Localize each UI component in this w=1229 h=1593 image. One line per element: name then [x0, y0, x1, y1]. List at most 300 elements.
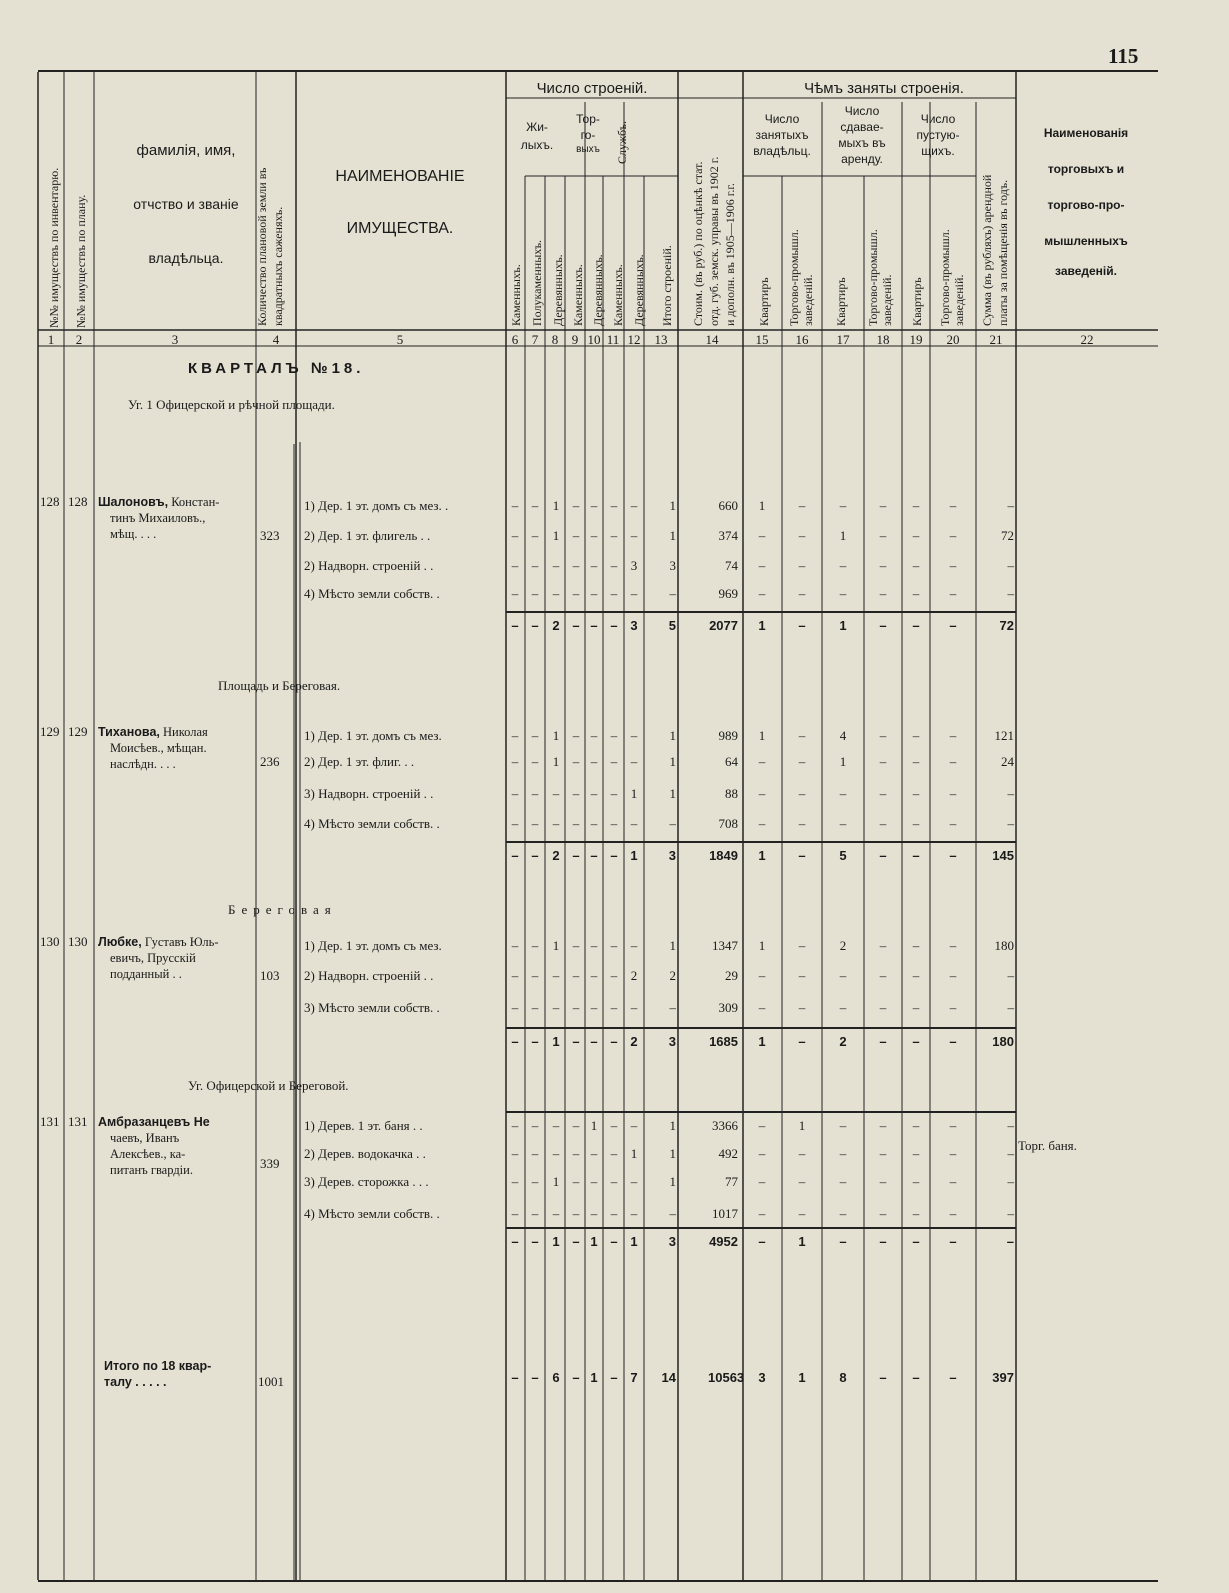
- cell-col-10: –: [590, 1174, 598, 1189]
- cell-col-17: 2: [839, 1034, 847, 1049]
- cell-col-21: 121: [994, 728, 1014, 743]
- header-rented-l3: мыхъ въ: [838, 136, 886, 150]
- header-commercial-rented-l1: Торгово-промышл.: [866, 229, 880, 326]
- cell-col-16: –: [798, 754, 806, 769]
- cell-col-11: –: [610, 786, 618, 801]
- cell-col-10: 1: [590, 1234, 598, 1249]
- cell-col-7: –: [531, 1118, 539, 1133]
- column-number-19: 19: [909, 332, 923, 347]
- cell-col-17: 4: [839, 728, 847, 743]
- owner-line3: подданный . .: [110, 967, 182, 981]
- cell-col-11: –: [610, 528, 618, 543]
- cell-col-10: –: [590, 528, 598, 543]
- cell-col-17: –: [839, 1174, 847, 1189]
- cell-col-12: 2: [630, 968, 638, 983]
- cell-col-20: –: [949, 618, 957, 633]
- header-rented-l4: аренду.: [841, 152, 883, 166]
- header-wooden: Деревянныхъ.: [551, 254, 565, 326]
- header-residential-l1: Жи-: [526, 120, 548, 134]
- cell-col-11: –: [610, 1174, 618, 1189]
- cell-col-17: –: [839, 558, 847, 573]
- cell-col-6: –: [511, 1370, 519, 1385]
- owner-name-block: [98, 724, 208, 772]
- section-heading-4: Уг. Офицерской и Береговой.: [188, 1078, 349, 1093]
- cell-col-7: –: [531, 1234, 539, 1249]
- cell-col-14: 1685: [709, 1034, 738, 1049]
- cell-col-14: 309: [718, 1000, 738, 1015]
- cell-col-15: –: [758, 1146, 766, 1161]
- column-number-10: 10: [587, 332, 601, 347]
- cell-col-16: 1: [798, 1370, 806, 1385]
- header-property-l1: НАИМЕНОВАНІЕ: [335, 168, 465, 185]
- cell-col-18: –: [879, 816, 887, 831]
- grand-total-label: [104, 1358, 211, 1390]
- cell-col-9: –: [572, 786, 580, 801]
- cell-col-18: –: [879, 618, 887, 633]
- cell-col-13: 3: [668, 1234, 676, 1249]
- cell-col-12: 3: [630, 618, 638, 633]
- cell-col-14: 989: [718, 728, 738, 743]
- cell-col-19: –: [912, 1174, 920, 1189]
- cell-col-6: –: [511, 968, 519, 983]
- cell-col-14: 77: [725, 1174, 738, 1189]
- cell-col-6: –: [511, 1000, 519, 1015]
- cell-col-9: –: [572, 558, 580, 573]
- cell-col-8: –: [552, 586, 560, 601]
- cell-col-16: 1: [798, 1234, 806, 1249]
- header-commercial-empty-l2: заведеній.: [952, 274, 966, 326]
- cell-col-10: –: [590, 968, 598, 983]
- property-item: 4) Мѣсто земли собств. .: [304, 586, 440, 601]
- cell-col-19: –: [912, 754, 920, 769]
- cell-col-9: –: [572, 938, 580, 953]
- header-cost-l1: Стоим. (въ руб.) по оцѣнкѣ стат.: [691, 161, 705, 326]
- cell-col-12: 1: [630, 1234, 638, 1249]
- cell-col-10: –: [590, 618, 598, 633]
- grand-total-label-l2: талу . . . . .: [104, 1375, 167, 1389]
- header-cost-l3: и дополн. въ 1905—1906 г.г.: [723, 183, 737, 326]
- owner-given-name: Густавъ Юль-: [144, 935, 219, 949]
- owner-line3: мѣщ. . . .: [110, 527, 157, 541]
- column-number-21: 21: [989, 332, 1003, 347]
- cell-col-10: –: [590, 816, 598, 831]
- cell-col-13: 1: [669, 786, 676, 801]
- cell-col-6: –: [511, 618, 519, 633]
- cell-col-14: 1849: [709, 848, 738, 863]
- owner-land-area: 339: [260, 1156, 280, 1171]
- cell-col-16: –: [798, 786, 806, 801]
- owner-land-area: 323: [260, 528, 280, 543]
- cell-col-11: –: [610, 498, 618, 513]
- cell-col-8: –: [552, 1000, 560, 1015]
- cell-col-17: 1: [839, 528, 847, 543]
- cell-col-10: –: [590, 1206, 598, 1221]
- quarter-title: КВАРТАЛЪ №18.: [188, 360, 365, 377]
- cell-col-13: 1: [669, 1174, 676, 1189]
- cell-col-21: –: [1007, 1206, 1014, 1221]
- column-number-16: 16: [795, 332, 809, 347]
- cell-col-18: –: [879, 1206, 887, 1221]
- cell-col-18: –: [879, 1146, 887, 1161]
- column-number-11: 11: [606, 332, 620, 347]
- cell-col-15: 1: [758, 848, 766, 863]
- header-commercial-owner-l2: заведеній.: [801, 274, 815, 326]
- owner-surname: Шалоновъ,: [98, 495, 169, 509]
- cell-col-12: –: [630, 1000, 638, 1015]
- cell-col-18: –: [879, 1118, 887, 1133]
- cell-col-21: –: [1007, 1000, 1014, 1015]
- cell-col-15: –: [758, 528, 766, 543]
- property-item: 1) Дер. 1 эт. домъ съ мез. .: [304, 498, 449, 513]
- cell-col-15: 1: [758, 498, 766, 513]
- cell-col-16: –: [798, 558, 806, 573]
- cell-col-7: –: [531, 1206, 539, 1221]
- column-number-13: 13: [654, 332, 668, 347]
- cell-col-9: –: [572, 528, 580, 543]
- cell-col-16: –: [798, 618, 806, 633]
- cell-col-9: –: [572, 586, 580, 601]
- cell-col-14: 708: [718, 816, 738, 831]
- cell-col-7: –: [531, 1174, 539, 1189]
- cell-col-12: 1: [630, 786, 638, 801]
- property-item: 1) Дерев. 1 эт. баня . .: [304, 1118, 423, 1133]
- header-rented-l1: Число: [844, 104, 880, 118]
- column-number-14: 14: [705, 332, 719, 347]
- cell-col-14: 74: [725, 558, 738, 573]
- owner-name-block: [98, 934, 219, 982]
- header-serv-stone: Каменныхъ.: [611, 264, 625, 326]
- cell-col-9: –: [572, 1000, 580, 1015]
- cell-col-6: –: [511, 1174, 519, 1189]
- cell-col-10: 1: [590, 1370, 598, 1385]
- column-number-4: 4: [272, 332, 280, 347]
- cell-col-16: –: [798, 586, 806, 601]
- owner-surname: Амбразанцевъ Не: [98, 1115, 210, 1129]
- cell-col-12: 1: [630, 848, 638, 863]
- cell-col-21: –: [1007, 586, 1014, 601]
- column-number-17: 17: [836, 332, 850, 347]
- cell-col-9: –: [572, 1146, 580, 1161]
- cell-col-19: –: [912, 586, 920, 601]
- cell-col-9: –: [572, 848, 580, 863]
- cell-col-9: –: [572, 1034, 580, 1049]
- cell-col-14: 969: [718, 586, 738, 601]
- owner-name-block: [98, 494, 219, 542]
- owner-inv-number: 129: [40, 724, 60, 739]
- cell-col-10: –: [590, 938, 598, 953]
- cell-col-7: –: [531, 816, 539, 831]
- cell-col-7: –: [531, 848, 539, 863]
- cell-col-17: 1: [839, 618, 847, 633]
- cell-col-13: 14: [661, 1370, 676, 1385]
- cell-col-7: –: [531, 968, 539, 983]
- cell-col-20: –: [949, 1000, 957, 1015]
- page-number: 115: [1108, 44, 1139, 68]
- cell-col-16: –: [798, 728, 806, 743]
- cell-col-19: –: [912, 1234, 920, 1249]
- header-land-l2: квадратныхъ саженяхъ.: [271, 206, 285, 326]
- cell-col-17: –: [839, 968, 847, 983]
- cell-col-19: –: [912, 938, 920, 953]
- cell-col-12: 1: [630, 1146, 638, 1161]
- cell-col-20: –: [949, 754, 957, 769]
- cell-col-18: –: [879, 1174, 887, 1189]
- header-service: Службъ.: [615, 121, 629, 164]
- cell-col-13: 3: [668, 1034, 676, 1049]
- cell-col-13: –: [669, 586, 676, 601]
- cell-col-18: –: [879, 848, 887, 863]
- cell-col-8: 1: [552, 938, 560, 953]
- owner-plan-number: 128: [68, 494, 88, 509]
- grand-total-land: 1001: [258, 1374, 284, 1389]
- header-commercial-owner-l1: Торгово-промышл.: [787, 229, 801, 326]
- cell-col-21: –: [1007, 1146, 1014, 1161]
- cell-col-18: –: [879, 528, 887, 543]
- cell-col-6: –: [511, 1034, 519, 1049]
- cell-col-14: 1347: [712, 938, 738, 953]
- cell-col-10: –: [590, 586, 598, 601]
- column-number-18: 18: [876, 332, 890, 347]
- cell-col-21: 180: [992, 1034, 1014, 1049]
- cell-col-20: –: [949, 1370, 957, 1385]
- cell-col-6: –: [511, 938, 519, 953]
- cell-col-11: –: [610, 558, 618, 573]
- cell-col-13: 1: [669, 754, 676, 769]
- cell-col-12: –: [630, 528, 638, 543]
- column-number-1: 1: [47, 332, 55, 347]
- cell-col-19: –: [912, 618, 920, 633]
- cell-col-16: –: [798, 528, 806, 543]
- cell-col-14: 4952: [709, 1234, 738, 1249]
- header-rent-l1: Сумма (въ рубляхъ) арендной: [980, 174, 994, 326]
- cell-col-8: 1: [552, 1234, 560, 1249]
- cell-col-16: –: [798, 1174, 806, 1189]
- header-trade-l3: выхъ: [576, 144, 600, 155]
- owner-line2: тинъ Михаиловъ.,: [110, 511, 206, 525]
- cell-col-10: 1: [590, 1118, 598, 1133]
- cell-col-21: –: [1007, 558, 1014, 573]
- cell-col-10: –: [590, 1034, 598, 1049]
- owner-inv-number: 131: [40, 1114, 60, 1129]
- header-apartments-rented: Квартиръ: [834, 277, 848, 326]
- owner-given-name: Констан-: [171, 495, 220, 509]
- cell-col-8: 1: [552, 728, 560, 743]
- cell-col-16: –: [798, 498, 806, 513]
- cell-col-15: –: [758, 1118, 766, 1133]
- cell-col-10: –: [590, 498, 598, 513]
- cell-col-20: –: [949, 848, 957, 863]
- cell-col-16: –: [798, 1034, 806, 1049]
- cell-col-20: –: [949, 1118, 957, 1133]
- cell-col-21: 180: [994, 938, 1014, 953]
- header-owner-l1: фамилія, имя,: [136, 142, 236, 159]
- cell-col-16: –: [798, 848, 806, 863]
- cell-col-19: –: [912, 816, 920, 831]
- cell-col-21: 72: [999, 618, 1014, 633]
- cell-col-18: –: [879, 1000, 887, 1015]
- cell-col-7: –: [531, 1370, 539, 1385]
- cell-col-15: –: [758, 786, 766, 801]
- cell-col-10: –: [590, 1146, 598, 1161]
- cell-col-6: –: [511, 1234, 519, 1249]
- column-number-9: 9: [571, 332, 579, 347]
- cell-col-17: –: [839, 786, 847, 801]
- column-number-5: 5: [396, 332, 404, 347]
- cell-col-12: 2: [630, 1034, 638, 1049]
- cell-col-17: 5: [839, 848, 847, 863]
- cell-col-13: 3: [668, 848, 676, 863]
- cell-col-18: –: [879, 1234, 887, 1249]
- header-owner-occ-l3: владѣльц.: [753, 144, 811, 158]
- cell-col-12: –: [630, 498, 638, 513]
- cell-col-6: –: [511, 786, 519, 801]
- cell-col-6: –: [511, 586, 519, 601]
- owner-inv-number: 130: [40, 934, 60, 949]
- column-number-7: 7: [531, 332, 539, 347]
- cell-col-8: 6: [552, 1370, 560, 1385]
- cell-col-19: –: [912, 498, 920, 513]
- cell-col-11: –: [610, 848, 618, 863]
- cell-col-19: –: [912, 848, 920, 863]
- cell-col-7: –: [531, 1146, 539, 1161]
- cell-col-12: 3: [630, 558, 638, 573]
- cell-col-8: –: [552, 1146, 560, 1161]
- cell-col-9: –: [572, 1206, 580, 1221]
- cell-col-13: –: [669, 1206, 676, 1221]
- cell-col-17: 1: [839, 754, 847, 769]
- cell-col-11: –: [610, 1146, 618, 1161]
- cell-col-17: –: [839, 1234, 847, 1249]
- cell-col-17: 2: [839, 938, 847, 953]
- cell-col-14: 2077: [709, 618, 738, 633]
- column-number-20: 20: [946, 332, 960, 347]
- cell-col-20: –: [949, 1174, 957, 1189]
- cell-col-9: –: [572, 618, 580, 633]
- header-property-l2: ИМУЩЕСТВА.: [346, 220, 454, 237]
- cell-col-15: 3: [758, 1370, 766, 1385]
- cell-col-7: –: [531, 938, 539, 953]
- property-item: 2) Надворн. строеній . .: [304, 968, 434, 983]
- cell-col-17: –: [839, 586, 847, 601]
- cell-col-11: –: [610, 754, 618, 769]
- cell-col-11: –: [610, 618, 618, 633]
- cell-col-15: 1: [758, 618, 766, 633]
- owner-line2: Моисѣев., мѣщан.: [110, 741, 207, 755]
- cell-col-14: 492: [718, 1146, 738, 1161]
- property-item: 3) Мѣсто земли собств. .: [304, 1000, 440, 1015]
- cell-col-6: –: [511, 848, 519, 863]
- header-trade-stone: Каменныхъ.: [571, 264, 585, 326]
- cell-col-17: 8: [839, 1370, 847, 1385]
- cell-col-15: 1: [758, 728, 766, 743]
- cell-col-21: –: [1007, 498, 1014, 513]
- cell-col-21: –: [1006, 1234, 1014, 1249]
- header-num-buildings: Число строеній.: [536, 80, 648, 97]
- cell-col-16: 1: [798, 1118, 806, 1133]
- cell-col-19: –: [912, 1118, 920, 1133]
- cell-col-11: –: [610, 1000, 618, 1015]
- cell-col-19: –: [912, 1034, 920, 1049]
- cell-col-8: –: [552, 558, 560, 573]
- header-owner-l3: владѣльца.: [148, 250, 224, 266]
- owner-surname: Любке,: [98, 935, 142, 949]
- property-item: 3) Дерев. сторожка . . .: [304, 1174, 429, 1189]
- cell-col-10: –: [590, 848, 598, 863]
- cell-col-15: –: [758, 586, 766, 601]
- column-number-8: 8: [551, 332, 559, 347]
- cell-col-15: –: [758, 754, 766, 769]
- property-item: 1) Дер. 1 эт. домъ съ мез.: [304, 938, 442, 953]
- cell-col-21: –: [1007, 1174, 1014, 1189]
- cell-col-20: –: [949, 938, 957, 953]
- cell-col-16: –: [798, 1146, 806, 1161]
- cell-col-17: –: [839, 1206, 847, 1221]
- column-number-22: 22: [1080, 332, 1094, 347]
- ledger-table: [38, 70, 1158, 1582]
- header-semi-stone: Полукаменныхъ.: [530, 239, 544, 326]
- header-col2: №№ имуществъ по плану.: [74, 194, 88, 328]
- cell-col-21: –: [1007, 968, 1014, 983]
- cell-col-13: 1: [669, 938, 676, 953]
- cell-col-9: –: [572, 816, 580, 831]
- cell-col-19: –: [912, 1206, 920, 1221]
- header-rent-l2: платы за помѣщенія въ годъ.: [996, 179, 1010, 326]
- cell-col-10: –: [590, 1000, 598, 1015]
- cell-col-20: –: [949, 586, 957, 601]
- cell-col-17: –: [839, 498, 847, 513]
- cell-col-6: –: [511, 558, 519, 573]
- cell-col-16: –: [798, 968, 806, 983]
- cell-col-8: 1: [552, 1174, 560, 1189]
- cell-col-7: –: [531, 618, 539, 633]
- column-number-12: 12: [627, 332, 641, 347]
- cell-col-20: –: [949, 498, 957, 513]
- cell-col-20: –: [949, 1234, 957, 1249]
- cell-col-7: –: [531, 786, 539, 801]
- cell-col-11: –: [610, 1206, 618, 1221]
- cell-col-6: –: [511, 754, 519, 769]
- cell-col-17: –: [839, 1000, 847, 1015]
- cell-col-9: –: [572, 968, 580, 983]
- cell-col-9: –: [572, 754, 580, 769]
- cell-col-7: –: [531, 528, 539, 543]
- cell-col-10: –: [590, 786, 598, 801]
- header-commercial-empty-l1: Торгово-промышл.: [938, 229, 952, 326]
- cell-col-14: 64: [725, 754, 738, 769]
- cell-col-11: –: [610, 1118, 618, 1133]
- cell-col-11: –: [610, 1034, 618, 1049]
- cell-col-11: –: [610, 586, 618, 601]
- cell-col-13: –: [669, 816, 676, 831]
- grand-total-label-l1: Итого по 18 квар-: [104, 1359, 212, 1373]
- cell-col-6: –: [511, 528, 519, 543]
- header-names-l2: торговыхъ и: [1047, 162, 1125, 176]
- cell-col-21: 72: [1001, 528, 1014, 543]
- header-trade-l2: го-: [580, 128, 596, 142]
- cell-col-20: –: [949, 816, 957, 831]
- cell-col-11: –: [610, 1370, 618, 1385]
- cell-col-12: –: [630, 816, 638, 831]
- property-item: 2) Дер. 1 эт. флигель . .: [304, 528, 431, 543]
- column-number-2: 2: [75, 332, 83, 347]
- cell-col-19: –: [912, 968, 920, 983]
- cell-col-13: 1: [669, 1146, 676, 1161]
- cell-col-11: –: [610, 968, 618, 983]
- cell-col-20: –: [949, 728, 957, 743]
- cell-col-21: 24: [1001, 754, 1014, 769]
- property-item: 2) Дер. 1 эт. флиг. . .: [304, 754, 415, 769]
- cell-col-13: 3: [669, 558, 676, 573]
